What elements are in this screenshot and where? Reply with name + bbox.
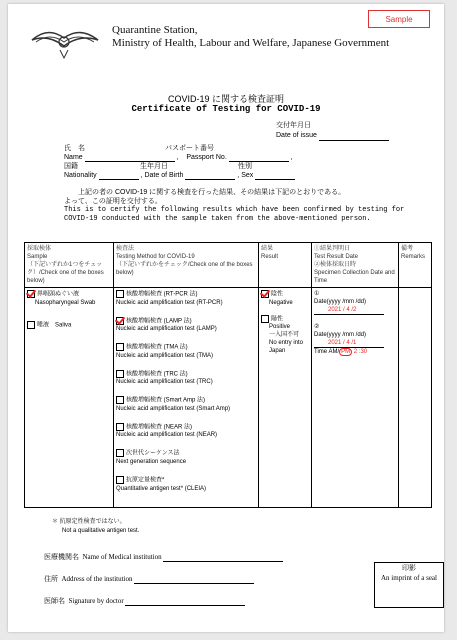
result-negative[interactable]: 陰性 [261,290,309,299]
sex-field [255,179,295,180]
result-cell: 陰性 Negative 陽性 Positive 一入国不可 No entry into Japan [259,288,312,508]
sample-stamp: Sample [368,10,430,28]
dob-field [185,179,235,180]
method-cell [114,288,259,508]
checkbox-checked-icon[interactable] [261,290,269,298]
quarantine-emblem-icon [30,20,100,60]
checkbox-checked-icon[interactable] [116,317,124,325]
checkbox-icon[interactable] [116,449,124,457]
certificate-page [8,4,444,632]
checkbox-icon[interactable] [116,423,124,431]
checkbox-icon[interactable] [116,370,124,378]
collection-time: Time AM/ PM 2 :30 [314,349,368,355]
checkbox-icon[interactable] [116,343,124,351]
method-item[interactable]: 核酸増幅検査 (RT-PCR 法) Nucleic acid amplification test (RT-PCR) [116,291,223,306]
result-date-value: 2021 / 4 /2 [314,306,384,315]
checkbox-icon[interactable] [116,476,124,484]
method-item[interactable]: 核酸増幅検査 (TMA 法) Nucleic acid amplification test (TMA) [116,344,214,359]
certification-text: 上記の者の COVID-19 に関する検査を行った結果、その結果は下記のとおりである。 よって、この証明を交付する。 This is to certify the following results which have been confirmed by testing for COVID-19 conducted with the sample taken from the above-mentioned person. [64,189,405,223]
title-en: Certificate of Testing for COVID-19 [131,104,321,114]
nationality-field [99,179,139,180]
issue-date-line [319,140,389,141]
method-item[interactable]: 核酸増幅検査 (TRC 法) Nucleic acid amplification test (TRC) [116,371,213,386]
checkbox-checked-icon[interactable] [27,290,35,298]
institution-address-row: 住所 Address of the institution [44,574,254,584]
checkbox-icon[interactable] [116,396,124,404]
checkbox-icon[interactable] [27,321,35,329]
title-jp: COVID-19 に関する検査証明 [167,94,284,104]
method-item[interactable]: 核酸増幅検査 (Smart Amp 法) Nucleic acid amplification test (Smart Amp) [116,397,231,412]
sample-cell: 鼻咽頭ぬぐい液 Nasopharyngeal Swab 唾液 Saliva [25,288,114,508]
test-results-table: 採取検体 Sample （下記いずれか1つをチェック）/Check one of the boxes below) 検査法 Testing Method for COVID-19 （下記いずれかをチェック/Check one of the boxes below) 結果 Result ①結果判明日 Test Result Date ②検体採取日時 Specimen Collection Date and Time 備考 Remarks 鼻咽頭ぬぐい液 Nasopharyngeal Swab 唾液 Saliva 核酸増幅検査 (RT-PCR 法) Nucleic acid amplification test (RT-PCR) 核酸増幅検査 (LAMP 法) Nucleic acid amplification test (LAMP) 核酸増幅検査 (TMA 法) Nucleic acid amplification test (TMA) 核酸増幅検査 (TRC 法) Nucleic acid amplification test (TRC) 核酸増幅検査 (Smart Amp 法) Nucleic acid amplification test (Smart Amp) 核酸増幅検査 (NEAR 法) Nucleic acid amplification test (NEAR) 次世代シーケンス法 Next generation sequence 抗原定量検査* Quantitative antigen test* (CLEIA) 陰性 Negative 陽性 Positive 一入国不可 No entry into Japan ① Date(yyyy /mm /dd) 2021 / 4 /2 ② Date(yyyy /mm /dd) 2021 / 4 /1 Time AM/ PM 2 :30 [24,242,432,508]
checkbox-icon[interactable] [116,290,124,298]
organization-name: Quarantine Station, Ministry of Health, Labour and Welfare, Japanese Government [112,24,390,49]
result-positive[interactable]: 陽性 [261,315,309,324]
method-item[interactable]: 抗原定量検査* Quantitative antigen test* (CLEIA) [116,477,207,492]
date-cell: ① Date(yyyy /mm /dd) 2021 / 4 /2 ② Date(yyyy /mm /dd) 2021 / 4 /1 Time AM/ PM 2 :30 [312,288,399,508]
method-item[interactable]: 核酸増幅検査 (LAMP 法) Nucleic acid amplification test (LAMP) [116,318,217,333]
doctor-signature-row: 医師名 Signature by doctor [44,596,245,606]
remarks-cell [399,288,432,508]
collection-date-value: 2021 / 4 /1 [314,339,384,348]
checkbox-icon[interactable] [261,315,269,323]
institution-name-row: 医療機関名 Name of Medical institution [44,552,283,562]
person-fields: 氏 名 パスポート番号 Name , Passport No. , 国籍 生年月日 性別 Nationality , Date of Birth , Sex [64,144,424,180]
method-item[interactable]: 核酸増幅検査 (NEAR 法) Nucleic acid amplification test (NEAR) [116,424,218,439]
sample-nasopharyngeal[interactable]: 鼻咽頭ぬぐい液 [27,290,111,299]
method-item[interactable]: 次世代シーケンス法 Next generation sequence [116,451,187,466]
footnote: ＊ 抗原定性検査ではない。 Not a qualitative antigen test. [52,519,140,534]
sample-saliva[interactable]: 唾液 Saliva [27,321,111,330]
issue-date: 交付年月日 Date of issue [276,121,389,141]
seal-box: 印影 An imprint of a seal [374,562,444,608]
